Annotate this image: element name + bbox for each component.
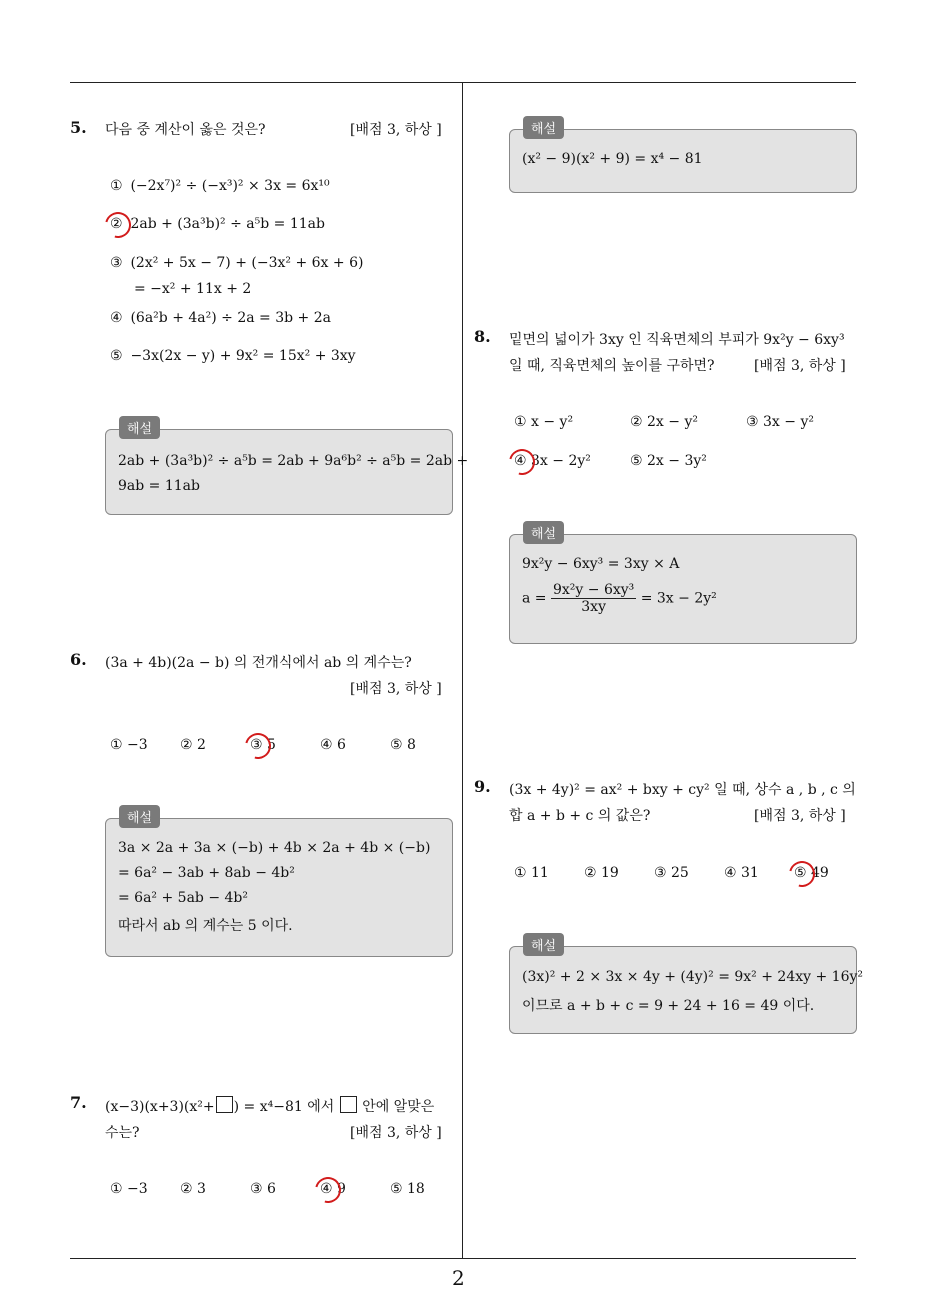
q8-option-1-text: x − y²: [531, 414, 574, 430]
blank-box: [340, 1096, 357, 1113]
top-rule: [70, 82, 856, 83]
q5-solution-box: [105, 429, 453, 515]
q6-option-1-mark: ①: [110, 737, 123, 753]
q8-option-3-text: 3x − y²: [763, 414, 814, 430]
q8-question-line2: 일 때, 직육면체의 높이를 구하면?: [509, 358, 715, 374]
q9-number: 9.: [474, 777, 491, 796]
q9-option-1[interactable]: [514, 865, 549, 881]
q8-solution-line-1: 9x²y − 6xy³ = 3xy × A: [522, 556, 680, 572]
q8-score: [배점 3, 하상 ]: [754, 358, 846, 374]
q6-option-2-mark: ②: [180, 737, 193, 753]
answer-circle-mark: [240, 728, 276, 764]
q6-option-5-text: 8: [407, 737, 416, 753]
q9-question-line2: 합 a + b + c 의 값은?: [509, 808, 651, 824]
q5-option-1-text: (−2x⁷)² ÷ (−x³)² × 3x = 6x¹⁰: [130, 178, 330, 194]
q5-option-3-mark: ③: [110, 255, 123, 271]
q8-option-1[interactable]: [514, 414, 573, 430]
q8-solution-tag: 해설: [523, 521, 564, 544]
q5-number: 5.: [70, 118, 87, 137]
q5-option-4-text: (6a²b + 4a²) ÷ 2a = 3b + 2a: [130, 310, 331, 326]
q5-score: [배점 3, 하상 ]: [350, 122, 442, 138]
q6-score: [배점 3, 하상 ]: [350, 681, 442, 697]
q5-option-3-text: (2x² + 5x − 7) + (−3x² + 6x + 6): [130, 255, 364, 271]
q7-solution-tag: 해설: [523, 116, 564, 139]
q9-solution-line-1: (3x)² + 2 × 3x × 4y + (4y)² = 9x² + 24xy + 16y²: [522, 969, 864, 985]
q6-solution-tag: 해설: [119, 805, 160, 828]
q9-option-2[interactable]: [584, 865, 619, 881]
q9-option-2-text: 19: [601, 865, 619, 881]
q6-number: 6.: [70, 650, 87, 669]
q8-solution-rhs: = 3x − 2y²: [640, 590, 717, 607]
q9-option-3-text: 25: [671, 865, 689, 881]
q6-option-2[interactable]: [180, 737, 206, 753]
q7-option-2-mark: ②: [180, 1181, 193, 1197]
q8-solution-numerator: 9x²y − 6xy³: [552, 582, 635, 598]
q8-solution-fraction: [551, 582, 636, 615]
q9-option-5-text: 49: [811, 865, 829, 881]
q8-option-3-mark: ③: [746, 414, 759, 430]
q5-question: 다음 중 계산이 옳은 것은?: [105, 122, 266, 138]
q9-option-5-mark: ⑤: [794, 865, 807, 881]
q8-option-1-mark: ①: [514, 414, 527, 430]
q7-option-5[interactable]: [390, 1181, 425, 1197]
q5-solution-tag: 해설: [119, 416, 160, 439]
q8-option-3[interactable]: [746, 414, 814, 430]
q9-option-4-text: 31: [741, 865, 759, 881]
q6-option-3-mark: ③: [250, 737, 263, 753]
q9-option-3-mark: ③: [654, 865, 667, 881]
q8-option-5-mark: ⑤: [630, 453, 643, 469]
q6-solution-line-4: 따라서 ab 의 계수는 5 이다.: [118, 918, 293, 934]
q6-option-5[interactable]: [390, 737, 416, 753]
q6-solution-box: [105, 818, 453, 957]
answer-circle-mark: [100, 207, 136, 243]
q7-option-1-text: −3: [127, 1181, 148, 1197]
column-divider: [462, 82, 463, 1258]
q9-score: [배점 3, 하상 ]: [754, 808, 846, 824]
q5-option-2-mark: ②: [110, 216, 123, 232]
q8-question-line1: 밑면의 넓이가 3xy 인 직육면체의 부피가 9x²y − 6xy³: [509, 332, 845, 348]
q6-option-4-text: 6: [337, 737, 346, 753]
bottom-rule: [70, 1258, 856, 1259]
q8-option-4-mark: ④: [514, 453, 527, 469]
q5-option-2-text: 2ab + (3a³b)² ÷ a⁵b = 11ab: [130, 216, 325, 232]
q7-option-5-text: 18: [407, 1181, 425, 1197]
q6-option-1-text: −3: [127, 737, 148, 753]
q5-option-5[interactable]: [110, 348, 356, 364]
q5-option-4-mark: ④: [110, 310, 123, 326]
q5-option-5-mark: ⑤: [110, 348, 123, 364]
q7-option-3-mark: ③: [250, 1181, 263, 1197]
q7-option-2-text: 3: [197, 1181, 206, 1197]
blank-box: [216, 1096, 233, 1113]
q8-solution-line-2: [522, 582, 717, 615]
q5-option-1[interactable]: [110, 178, 330, 194]
q7-option-1-mark: ①: [110, 1181, 123, 1197]
q7-question: [105, 1096, 434, 1116]
q5-option-1-mark: ①: [110, 178, 123, 194]
answer-circle-mark: [310, 1172, 346, 1208]
q7-option-1[interactable]: [110, 1181, 148, 1197]
q5-option-3[interactable]: [110, 255, 363, 271]
q8-option-4-text: 3x − 2y²: [531, 453, 591, 469]
q9-option-2-mark: ②: [584, 865, 597, 881]
q7-option-3[interactable]: [250, 1181, 276, 1197]
q7-option-4-mark: ④: [320, 1181, 333, 1197]
q5-option-4[interactable]: [110, 310, 331, 326]
q6-option-2-text: 2: [197, 737, 206, 753]
q5-solution-line-1: 2ab + (3a³b)² ÷ a⁵b = 2ab + 9a⁶b² ÷ a⁵b = 2ab +: [118, 453, 469, 469]
q6-option-4[interactable]: [320, 737, 346, 753]
q7-option-2[interactable]: [180, 1181, 206, 1197]
q8-solution-lhs: a =: [522, 590, 547, 607]
q9-option-4[interactable]: [724, 865, 759, 881]
q6-solution-line-1: 3a × 2a + 3a × (−b) + 4b × 2a + 4b × (−b): [118, 840, 431, 856]
q6-option-1[interactable]: [110, 737, 148, 753]
q7-question-line2: 수는?: [105, 1125, 140, 1141]
q8-option-2-mark: ②: [630, 414, 643, 430]
q6-question: (3a + 4b)(2a − b) 의 전개식에서 ab 의 계수는?: [105, 655, 412, 671]
q8-option-2[interactable]: [630, 414, 698, 430]
q7-option-4-text: 9: [337, 1181, 346, 1197]
q6-option-3-text: 5: [267, 737, 276, 753]
q7-option-3-text: 6: [267, 1181, 276, 1197]
q9-option-1-mark: ①: [514, 865, 527, 881]
q7-question-part-a: (x−3)(x+3)(x²+: [105, 1099, 215, 1115]
q5-option-3-line2: = −x² + 11x + 2: [134, 281, 252, 297]
q8-option-5-text: 2x − 3y²: [647, 453, 707, 469]
q7-score: [배점 3, 하상 ]: [350, 1125, 442, 1141]
q7-number: 7.: [70, 1093, 87, 1112]
q7-question-part-c: 안에 알맞은: [362, 1099, 435, 1115]
q5-solution-line-2: 9ab = 11ab: [118, 478, 200, 494]
q9-solution-line-2: 이므로 a + b + c = 9 + 24 + 16 = 49 이다.: [522, 998, 815, 1014]
q9-question-line1: (3x + 4y)² = ax² + bxy + cy² 일 때, 상수 a , b , c 의: [509, 782, 856, 798]
q5-option-2[interactable]: [110, 216, 325, 232]
q9-option-3[interactable]: [654, 865, 689, 881]
q7-option-5-mark: ⑤: [390, 1181, 403, 1197]
q9-option-4-mark: ④: [724, 865, 737, 881]
q8-number: 8.: [474, 327, 491, 346]
q8-solution-denominator: 3xy: [581, 599, 606, 615]
q6-option-5-mark: ⑤: [390, 737, 403, 753]
answer-circle-mark: [784, 856, 820, 892]
page-number: 2: [452, 1266, 465, 1290]
q9-solution-tag: 해설: [523, 933, 564, 956]
answer-circle-mark: [504, 444, 540, 480]
q8-option-2-text: 2x − y²: [647, 414, 698, 430]
q6-option-4-mark: ④: [320, 737, 333, 753]
q6-solution-line-3: = 6a² + 5ab − 4b²: [118, 890, 249, 906]
q8-option-5[interactable]: [630, 453, 707, 469]
q7-solution-line-1: (x² − 9)(x² + 9) = x⁴ − 81: [522, 151, 703, 167]
q5-option-5-text: −3x(2x − y) + 9x² = 15x² + 3xy: [130, 348, 356, 364]
q6-solution-line-2: = 6a² − 3ab + 8ab − 4b²: [118, 865, 295, 881]
q9-option-1-text: 11: [531, 865, 549, 881]
q9-solution-box: [509, 946, 857, 1034]
q7-question-part-b: ) = x⁴−81 에서: [233, 1099, 335, 1115]
